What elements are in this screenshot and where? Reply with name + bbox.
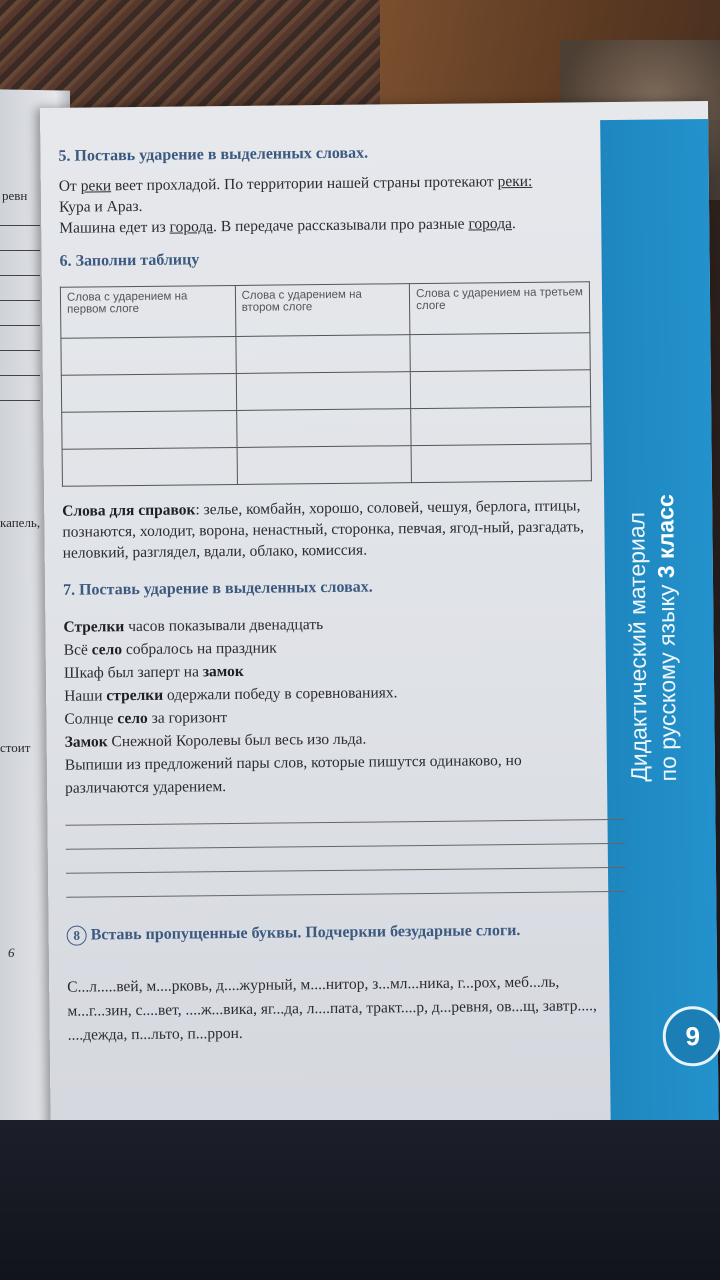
task7-number: 7.: [62, 581, 76, 599]
table-cell[interactable]: [62, 447, 237, 486]
task7-word-zamok-2: Замок: [64, 733, 108, 751]
task5-word-goroda-2: города: [468, 215, 513, 233]
table-cell[interactable]: [62, 410, 237, 449]
table-cell[interactable]: [61, 336, 236, 375]
margin-text-2: капель,: [0, 515, 41, 530]
task5-word-goroda-1: города: [169, 218, 214, 236]
task5-l3e: .: [511, 215, 516, 233]
table-header-2: Слова с ударением на втором слоге: [235, 284, 410, 337]
task7-instruction: Выпиши из предложений пары слов, которые пишутся одинаково, но различаются ударением.: [64, 751, 522, 797]
table-cell[interactable]: [410, 370, 590, 409]
table-header-3: Слова с ударением на третьем слоге: [409, 282, 589, 335]
task7-title-row: [63, 576, 603, 600]
task5-l3c: . В передаче рассказывали про разные: [213, 215, 469, 236]
task7-s4a: Наши: [64, 687, 107, 705]
table-cell[interactable]: [411, 444, 591, 483]
task7-s5a: Солнце: [64, 710, 118, 728]
task7-word-strelki-2: стрелки: [106, 686, 164, 705]
margin-text-4: 6: [8, 945, 15, 960]
reference-words: [62, 495, 603, 564]
task7-s3a: Шкаф был заперт на: [63, 663, 203, 682]
task5-l2: Кура и Араз.: [58, 197, 143, 216]
table-cell[interactable]: [410, 333, 590, 372]
table-cell[interactable]: [235, 335, 410, 374]
band-grade: 3 класс: [652, 494, 679, 579]
page-number: 9: [662, 1006, 720, 1067]
answer-line[interactable]: [66, 868, 626, 898]
task7-s4c: одержали победу в соревнованиях.: [163, 684, 398, 704]
task7-s6b: Снежной Королевы был весь изо льда.: [107, 730, 367, 751]
task5-title: 5. Поставь ударение в выделенных словах.: [58, 144, 369, 165]
task7-title: Поставь ударение в выделенных словах.: [78, 578, 373, 599]
task8-number: 8: [67, 926, 87, 946]
margin-text-3: стоит: [0, 740, 31, 755]
task7-word-selo-2: село: [117, 709, 148, 728]
task8-title-row: [67, 920, 607, 946]
side-band-title: [620, 331, 695, 782]
background-jeans: [0, 1120, 720, 1280]
task7-s2c: собралось на праздник: [121, 639, 277, 659]
task7-s1b: часов показывали двенадцать: [124, 616, 324, 636]
task5-word-reki-1: реки: [80, 177, 112, 195]
table-cell[interactable]: [61, 373, 236, 412]
workbook-page: [40, 101, 719, 1148]
margin-text-1: ревн: [2, 188, 28, 203]
stress-table: [60, 281, 592, 487]
task8-text: С...л.....вей, м....рковь, д....журный, м....нитор, з...мл...ника, г...рох, меб...ль, м...г...зин, с....вет, ....ж...вика, яг...да, л....пата, тракт....р, д...ревня, ов...щ, завтр...., ....дежда, п...льто, п...ррон.: [67, 973, 597, 1044]
task8-title: Вставь пропущенные буквы. Подчеркни безударные слоги.: [90, 922, 521, 944]
band-title-line1: Дидактический материал: [623, 511, 653, 782]
task7-word-strelki-1: Стрелки: [63, 618, 125, 636]
table-cell[interactable]: [411, 407, 591, 446]
table-cell[interactable]: [236, 409, 411, 448]
table-cell[interactable]: [237, 446, 412, 485]
task7-sentences: [63, 610, 605, 800]
task7-word-zamok-1: замок: [202, 662, 244, 681]
task7-word-selo-1: село: [91, 641, 123, 659]
answer-lines: [65, 796, 606, 898]
task5-l1a: От: [58, 177, 81, 195]
task6-title: 6. Заполни таблицу: [59, 251, 200, 270]
task5-l1c: веет прохладой. По территории нашей страны протекают: [111, 173, 498, 195]
task5-text: [59, 170, 600, 239]
task5-l3a: Машина едет из: [59, 218, 170, 237]
margin-ruled-lines: [0, 225, 40, 425]
task7-s5c: за горизонт: [147, 709, 228, 727]
task5-word-reki-2: реки:: [497, 172, 533, 191]
reference-label: Слова для справок: [62, 501, 196, 520]
page-content: [58, 142, 607, 1048]
table-header-1: Слова с ударением на первом слоге: [60, 285, 235, 338]
band-title-line2: по русскому языку: [653, 584, 682, 782]
reference-text: : зелье, комбайн, хорошо, соловей, чешуя, берлога, птицы, познаются, холодит, ворона, ненастный, сторонка, певчая, ягод-ный, разгадать, неловкий, разглядел, вдали, облако, комиссия.: [62, 497, 585, 562]
table-cell[interactable]: [236, 372, 411, 411]
task7-s2a: Всё: [63, 641, 92, 659]
